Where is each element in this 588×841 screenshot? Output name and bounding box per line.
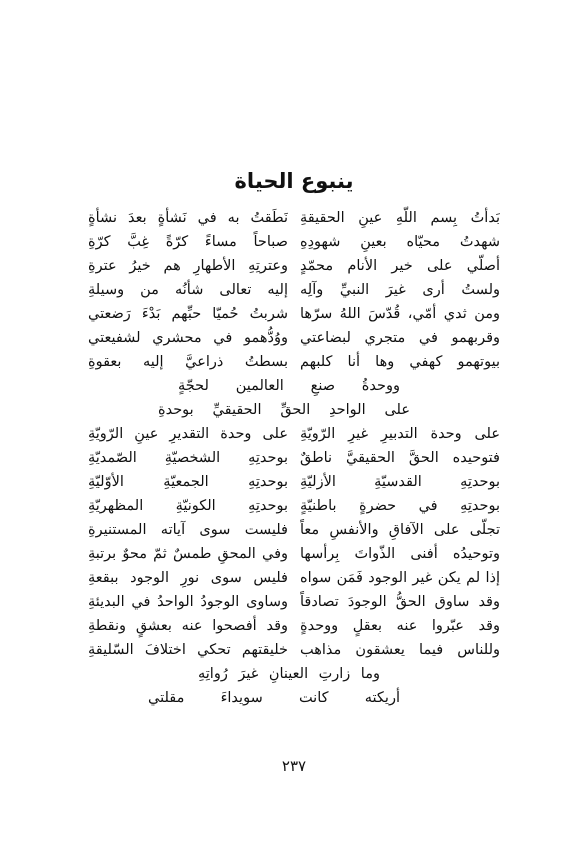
verse-row (88, 422, 500, 446)
centered-verse: وما زارتِ العينانِ غيرَ رُواتِهِ (198, 666, 380, 682)
verse-second-hemistich: وساوى الوجودُ الواحدُ في البديئةِ (88, 594, 288, 610)
poem-body (88, 206, 500, 710)
verse-first-hemistich: وقد عبّروا عنه بعقلٍ ووحدةٍ (300, 618, 500, 634)
verse-second-hemistich: بوحدتِهِ الكونيّةِ المظهريّةِ (88, 498, 288, 514)
verse-first-hemistich: ولستُ أرى غيرَ النبيِّ وآلِه (300, 282, 500, 298)
verse-first-hemistich: وقربهمو في متجري لبضاعتي (300, 330, 500, 346)
verse-first-hemistich: بوحدتِهِ في حضرةٍ باطنيّةٍ (300, 498, 500, 514)
verse-second-hemistich: إليه تعالى شأنُه من وسيلةِ (88, 282, 288, 298)
verse-second-hemistich: شربتُ حُميّا حبِّهم بَدْءَ رَضعتي (88, 306, 288, 322)
verse-row (88, 326, 500, 350)
verse-row (88, 446, 500, 470)
verse-first-hemistich: وتوحيدُه أفنى الذّواتَ بِرأسها (300, 546, 500, 562)
verse-first-hemistich: وللناس فيما يعشقون مذاهب (300, 642, 500, 658)
centered-verse: أريكته كانت سويداءَ مقلتي (148, 690, 400, 706)
verse-row (88, 566, 500, 590)
verse-second-hemistich: على وحدة التقديرِ عينِ الرّويّةِ (88, 426, 288, 442)
verse-row (88, 494, 500, 518)
verse-row (88, 638, 500, 662)
verse-second-hemistich: بوحدتِهِ الجمعيّةِ الأوّليّةِ (88, 474, 288, 490)
verse-first-hemistich: على وحدة التدبيرِ غيرِ الرّويّةِ (300, 426, 500, 442)
verse-second-hemistich: وفي المحقِ طمسٌ ثمّ محوٌ برتبةِ (88, 546, 288, 562)
verse-first-hemistich: شهدتُ محيّاه بعينِ شهودِهِ (300, 234, 500, 250)
verse-second-hemistich: وعترتِهِ الأطهارِ هم خيرُ عترةِ (88, 258, 288, 274)
verse-first-hemistich: بيوتهمو كهفي وها أنا كلبهم (300, 354, 500, 370)
verse-first-hemistich: بَدأتُ بِسم اللّهِ عينِ الحقيقةِ (300, 210, 500, 226)
verse-second-hemistich: وقد أفصحوا عنه بعشقٍ ونقطةِ (88, 618, 288, 634)
verse-row (88, 590, 500, 614)
verse-row (88, 350, 500, 374)
centered-verse: ووحدةُ صنعِ العالمين لحجّةٍ (178, 378, 400, 394)
verse-row (88, 614, 500, 638)
verse-first-hemistich: أصلّي على خير الأنام محمّدٍ (300, 258, 500, 274)
page-number: ٢٣٧ (281, 757, 307, 775)
verse-row (88, 518, 500, 542)
verse-second-hemistich: فليس سوى نورِ الوجود ببقعةِ (88, 570, 288, 586)
verse-row (88, 542, 500, 566)
verse-first-hemistich: تجلّى على الآفاقِ والأنفسِ معاً (300, 522, 500, 538)
verse-row (88, 254, 500, 278)
verse-second-hemistich: ووُدُّهمو في محشري لشفيعتي (88, 330, 288, 346)
verse-second-hemistich: بسطتُ ذراعيَّ إليه بعقوةِ (88, 354, 288, 370)
verse-first-hemistich: فتوحيده الحقَّ الحقيقيَّ ناطقٌ (300, 450, 500, 466)
verse-second-hemistich: خليقتهم تحكي اختلافَ السّليقةِ (88, 642, 288, 658)
verse-row (88, 302, 500, 326)
verse-row (88, 230, 500, 254)
verse-second-hemistich: بوحدتِهِ الشخصيّةِ الصّمديّةِ (88, 450, 288, 466)
verse-first-hemistich: وقد ساوق الحقُّ الوجودَ تصادقاً (300, 594, 500, 610)
centered-verse: على الواحدِ الحقِّ الحقيقيِّ بوحدةِ (158, 402, 410, 418)
verse-row (88, 206, 500, 230)
verse-row (88, 470, 500, 494)
poem-title: ينبوع الحياة (234, 169, 354, 193)
verse-row (88, 278, 500, 302)
verse-second-hemistich: نَطَقتُ به في نَشأةٍ بعدَ نشأةٍ (88, 210, 288, 226)
verse-first-hemistich: إذا لم يكن غير الوجود فَمَن سواه (300, 570, 500, 586)
verse-second-hemistich: فليست سوى آياته المستنيرةِ (88, 522, 288, 538)
verse-second-hemistich: صباحاً مساءً كرّةً غِبَّ كرّةِ (88, 234, 288, 250)
verse-first-hemistich: بوحدتِهِ القدسيّةِ الأزليّةِ (300, 474, 500, 490)
verse-first-hemistich: ومن ثدي أمّي، قُدّسَ اللهُ سرّها (300, 306, 500, 322)
